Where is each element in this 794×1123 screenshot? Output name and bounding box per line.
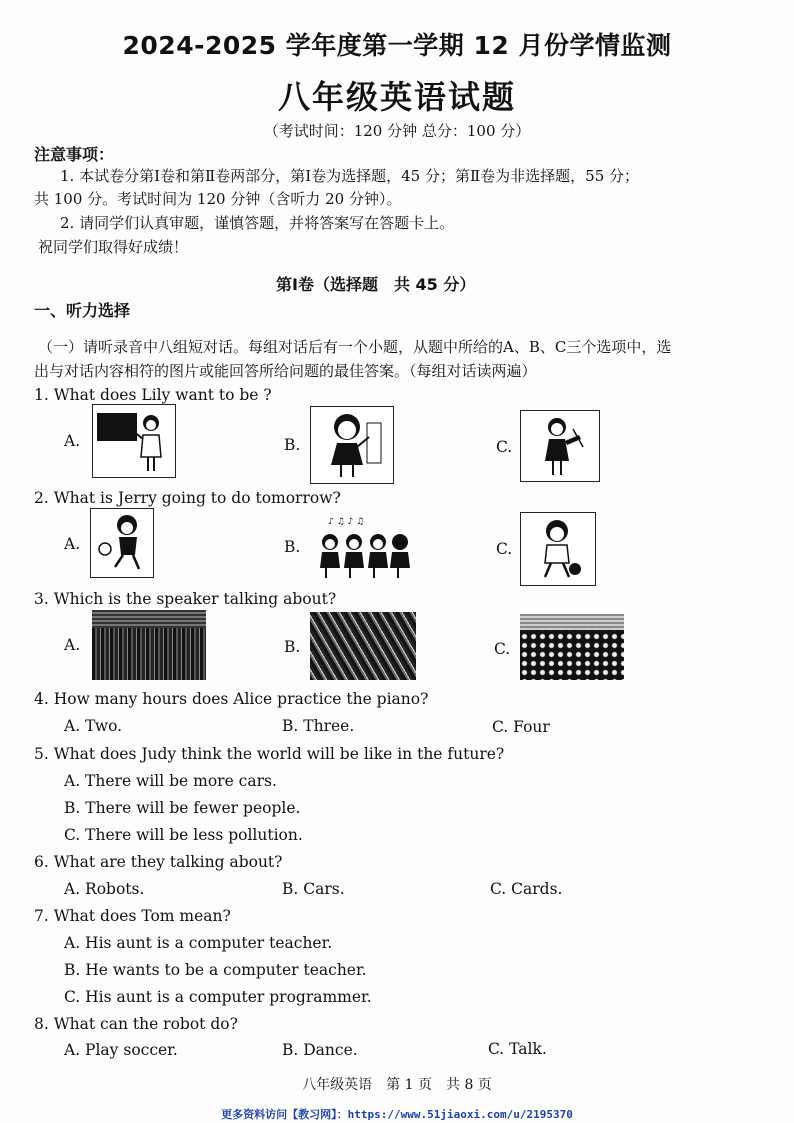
q6-option-b: B. Cars. xyxy=(282,880,345,898)
q4-option-a: A. Two. xyxy=(64,717,123,735)
question-4: 4. How many hours does Alice practice the piano? xyxy=(34,690,429,708)
q3-picture-forest xyxy=(92,610,206,680)
part1-title: 第Ⅰ卷（选择题 共 45 分） xyxy=(276,275,476,294)
instruction-line-1: （一）请听录音中八组短对话。每组对话后有一个小题，从题中所给的A、B、C三个选项中，选 xyxy=(38,338,672,356)
q2-picture-dancing xyxy=(310,514,414,582)
q8-option-c: C. Talk. xyxy=(488,1040,547,1058)
q7-option-a: A. His aunt is a computer teacher. xyxy=(64,934,333,952)
note-2: 2. 请同学们认真审题，谨慎答题，并将答案写在答题卡上。 xyxy=(60,214,455,232)
question-5: 5. What does Judy think the world will be like in the future? xyxy=(34,745,505,763)
q6-option-a: A. Robots. xyxy=(64,880,145,898)
q2-label-c: C. xyxy=(496,540,513,558)
q2-picture-soccer xyxy=(90,508,154,578)
q7-option-b: B. He wants to be a computer teacher. xyxy=(64,961,367,979)
question-3: 3. Which is the speaker talking about? xyxy=(34,590,337,608)
q7-option-c: C. His aunt is a computer programmer. xyxy=(64,988,372,1006)
question-8: 8. What can the robot do? xyxy=(34,1015,238,1033)
teacher-at-blackboard-icon xyxy=(93,405,175,477)
note-1b: 共 100 分。考试时间为 120 分钟（含听力 20 分钟）。 xyxy=(34,190,402,208)
svg-text:♪ ♫ ♪ ♫: ♪ ♫ ♪ ♫ xyxy=(328,517,365,527)
resource-link[interactable]: 更多资料访问【教习网】：https://www.51jiaoxi.com/u/2195370 xyxy=(221,1108,573,1121)
q1-label-b: B. xyxy=(284,436,301,454)
section-listening: 一、听力选择 xyxy=(34,301,131,320)
q2-label-a: A. xyxy=(64,535,81,553)
notes-title: 注意事项： xyxy=(34,145,115,164)
q2-picture-basketball xyxy=(520,512,596,586)
q8-option-b: B. Dance. xyxy=(282,1041,358,1059)
note-1a: 1. 本试卷分第Ⅰ卷和第Ⅱ卷两部分，第Ⅰ卷为选择题，45 分；第Ⅱ卷为非选择题，55 分； xyxy=(60,167,640,185)
q1-label-c: C. xyxy=(496,438,513,456)
girl-singing-icon xyxy=(311,407,393,483)
q4-option-c: C. Four xyxy=(492,718,550,736)
q2-label-b: B. xyxy=(284,538,301,556)
question-1: 1. What does Lily want to be ? xyxy=(34,386,272,404)
q3-picture-crowd xyxy=(310,612,416,680)
q5-option-b: B. There will be fewer people. xyxy=(64,799,301,817)
boy-basketball-icon xyxy=(521,513,595,585)
question-7: 7. What does Tom mean? xyxy=(34,907,231,925)
exam-title: 八年级英语试题 xyxy=(277,78,516,116)
instruction-line-2: 出与对话内容相符的图片或能回答所给问题的最佳答案。（每组对话读两遍） xyxy=(34,362,537,380)
exam-time-info: （考试时间：120 分钟 总分：100 分） xyxy=(263,122,531,140)
q1-picture-singer xyxy=(310,406,394,484)
children-dancing-icon xyxy=(310,514,414,582)
q8-option-a: A. Play soccer. xyxy=(64,1041,178,1059)
q6-option-c: C. Cards. xyxy=(490,880,563,898)
question-2: 2. What is Jerry going to do tomorrow? xyxy=(34,489,341,507)
boy-soccer-icon xyxy=(91,509,153,577)
q3-label-c: C. xyxy=(494,640,511,658)
q3-label-b: B. xyxy=(284,638,301,656)
q4-option-b: B. Three. xyxy=(282,717,355,735)
note-3: 祝同学们取得好成绩！ xyxy=(38,238,189,256)
exam-header-line1: 2024-2025 学年度第一学期 12 月份学情监测 xyxy=(122,31,672,60)
q5-option-c: C. There will be less pollution. xyxy=(64,826,303,844)
q3-label-a: A. xyxy=(64,636,81,654)
q5-option-a: A. There will be more cars. xyxy=(64,772,277,790)
q1-picture-teacher xyxy=(92,404,176,478)
question-6: 6. What are they talking about? xyxy=(34,853,283,871)
girl-violin-icon xyxy=(521,411,599,481)
q1-picture-violinist xyxy=(520,410,600,482)
q1-label-a: A. xyxy=(64,432,81,450)
page-footer: 八年级英语 第 1 页 共 8 页 xyxy=(302,1077,492,1093)
q3-picture-sunflowers xyxy=(520,614,624,680)
